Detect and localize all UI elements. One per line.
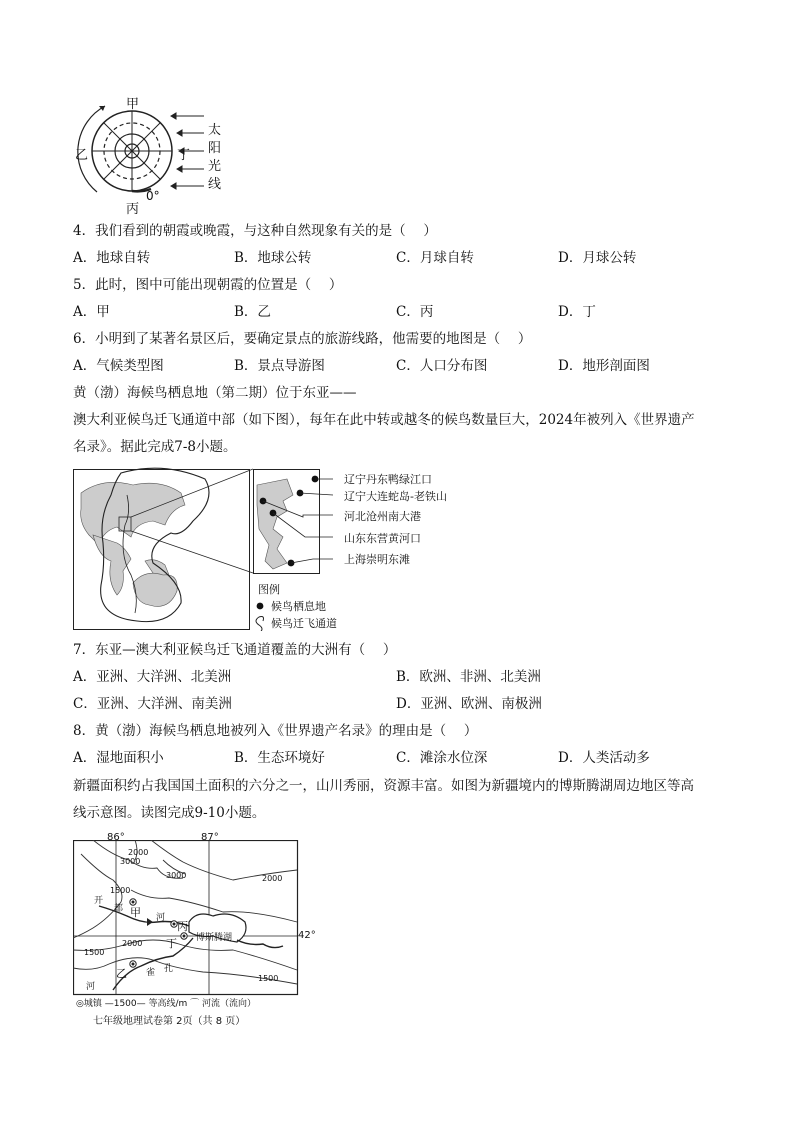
contour-1500-b: 1500 xyxy=(84,948,105,957)
site-label-cangzhou: 河北沧州南大港 xyxy=(344,510,421,523)
place-jia: 甲 xyxy=(130,906,141,919)
place-bing: 丙 xyxy=(177,920,188,933)
contour-1500-c: 1500 xyxy=(258,974,279,983)
river-char-5: 雀 xyxy=(146,968,156,978)
q4-option-d: D．月球公转 xyxy=(558,250,637,266)
q7-option-c: C．亚洲、大洋洲、南美洲 xyxy=(73,696,232,712)
river-char-1: 开 xyxy=(94,896,104,906)
q6-option-d: D．地形剖面图 xyxy=(558,358,650,374)
contour-2000-b: 2000 xyxy=(262,874,283,883)
q5-option-c: C．丙 xyxy=(396,304,434,320)
lat-label-42: 42° xyxy=(298,930,316,941)
bosten-lake-contour-map xyxy=(73,840,308,996)
passage2-line2: 线示意图。读图完成9-10小题。 xyxy=(73,805,266,821)
passage1-line2: 澳大利亚候鸟迁飞通道中部（如下图），每年在此中转或越冬的候鸟数量巨大，2024年被列入《世界遗产 xyxy=(73,412,695,428)
sun-char-2: 阳 xyxy=(208,141,222,156)
q4-stem: 4．我们看到的朝霞或晚霞，与这种自然现象有关的是（ ） xyxy=(73,223,437,239)
page-footer: 七年级地理试卷第 2页（共 8 页） xyxy=(93,1016,246,1027)
q7-option-a: A．亚洲、大洋洲、北美洲 xyxy=(73,669,232,685)
q5-option-d: D．丁 xyxy=(558,304,596,320)
q7-stem: 7．东亚—澳大利亚候鸟迁飞通道覆盖的大洲有（ ） xyxy=(73,642,397,658)
lon-label-86: 86° xyxy=(107,832,125,843)
contour-3000-b: 3000 xyxy=(166,871,187,880)
q5-option-a: A．甲 xyxy=(73,304,110,320)
legend-route-label: 候鸟迁飞通道 xyxy=(271,617,337,630)
q6-option-b: B．景点导游图 xyxy=(234,358,325,374)
passage2-line1: 新疆面积约占我国国土面积的六分之一，山川秀丽，资源丰富。如图为新疆境内的博斯腾湖周边地区等高 xyxy=(73,778,694,794)
sun-char-1: 太 xyxy=(208,123,222,138)
site-label-dongying: 山东东营黄河口 xyxy=(344,532,421,545)
lon-label-87: 87° xyxy=(201,832,219,843)
legend-site-label: 候鸟栖息地 xyxy=(271,600,326,613)
q4-option-c: C．月球自转 xyxy=(396,250,474,266)
sun-char-4: 线 xyxy=(208,177,222,192)
site-label-chongming: 上海崇明东滩 xyxy=(344,553,410,566)
contour-1500-a: 1500 xyxy=(110,886,131,895)
q8-stem: 8．黄（渤）海候鸟栖息地被列入《世界遗产名录》的理由是（ ） xyxy=(73,723,478,739)
diagram-label-degree: 0° xyxy=(146,189,160,203)
diagram-label-yi: 乙 xyxy=(75,148,89,163)
diagram-label-bing: 丙 xyxy=(126,202,140,217)
river-char-3: 河 xyxy=(156,913,166,923)
q6-option-c: C．人口分布图 xyxy=(396,358,488,374)
site-label-dandong: 辽宁丹东鸭绿江口 xyxy=(344,473,432,486)
river-char-6: 河 xyxy=(86,982,96,992)
sun-char-3: 光 xyxy=(208,159,222,174)
place-yi: 乙 xyxy=(116,967,127,980)
q6-option-a: A．气候类型图 xyxy=(73,358,164,374)
q8-option-c: C．滩涂水位深 xyxy=(396,750,488,766)
river-char-4: 孔 xyxy=(164,964,174,974)
q8-option-a: A．湿地面积小 xyxy=(73,750,164,766)
q8-option-b: B．生态环境好 xyxy=(234,750,325,766)
q7-option-b: B．欧洲、非洲、北美洲 xyxy=(396,669,541,685)
diagram-label-jia: 甲 xyxy=(126,97,140,112)
map2-legend: ◎城镇 —1500— 等高线/m ⌒ 河流（流向） xyxy=(76,999,257,1009)
contour-3000-a: 3000 xyxy=(120,857,141,866)
place-ding: 丁 xyxy=(166,937,177,950)
site-label-dalian: 辽宁大连蛇岛-老铁山 xyxy=(344,490,447,503)
q4-option-a: A．地球自转 xyxy=(73,250,151,266)
river-char-2: 都 xyxy=(114,904,124,914)
passage1-line1: 黄（渤）海候鸟栖息地（第二期）位于东亚—— xyxy=(73,385,357,401)
diagram-label-ding: 丁 xyxy=(177,148,191,163)
contour-2000-a: 2000 xyxy=(128,848,149,857)
q5-option-b: B．乙 xyxy=(234,304,271,320)
legend-title: 图例 xyxy=(258,583,280,596)
q6-stem: 6．小明到了某著名景区后，要确定景点的旅游线路，他需要的地图是（ ） xyxy=(73,331,532,347)
q8-option-d: D．人类活动多 xyxy=(558,750,650,766)
q7-option-d: D．亚洲、欧洲、南极洲 xyxy=(396,696,542,712)
passage1-line3: 名录》。据此完成7-8小题。 xyxy=(73,439,237,455)
q5-stem: 5．此时，图中可能出现朝霞的位置是（ ） xyxy=(73,277,343,293)
contour-2000-c: 2000 xyxy=(122,939,143,948)
q4-option-b: B．地球公转 xyxy=(234,250,312,266)
lake-label: 博斯腾湖 xyxy=(196,933,233,943)
